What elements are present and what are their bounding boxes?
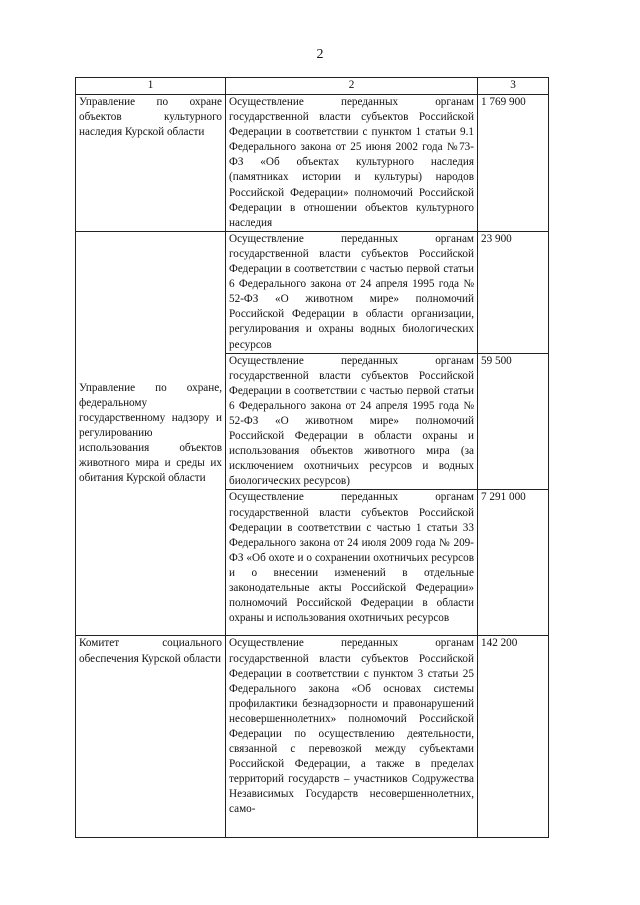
amount-cell: 23 900	[478, 231, 549, 353]
table-row	[76, 231, 549, 353]
amount-cell: 7 291 000	[478, 490, 549, 636]
description-cell: Осуществление переданных органам государственной власти субъектов Российской Федерации в соответствии с пунктом 1 статьи 9.1 Федерального закона от 25 июня 2002 года №73-ФЗ «Об объектах культурного наследия (памятниках истории и культуры) народов Российской Федерации» полномочий Российской Федерации в отношении объектов культурного наследия	[226, 95, 478, 232]
table-row	[76, 95, 549, 232]
column-header-2: 2	[226, 78, 478, 95]
column-header-3: 3	[478, 78, 549, 95]
amount-cell: 59 500	[478, 353, 549, 490]
description-cell: Осуществление переданных органам государственной власти субъектов Российской Федерации в соответствии с пунктом 3 статьи 25 Федерального закона «Об основах системы профилактики безнадзорности и правонарушений несовершеннолетних» полномочий Российской Федерации по осуществлению деятельности, связанной с перевозкой между субъектами Российской Федерации, а также в пределах территорий государств – участников Содружества Независимых Государств несовершеннолетних, само-	[226, 636, 478, 838]
description-cell: Осуществление переданных органам государственной власти субъектов Российской Федерации в соответствии с частью 1 статьи 33 Федерального закона от 24 июля 2009 года № 209-ФЗ «Об охоте и о сохранении охотничьих ресурсов и о внесении изменений в отдельные законодательные акты Российской Федерации» полномочий Российской Федерации в области охраны и использования охотничьих ресурсов	[226, 490, 478, 636]
budget-allocation-table	[75, 77, 549, 838]
agency-cell: Управление по охране объектов культурного наследия Курской области	[76, 95, 226, 232]
page-number: 2	[316, 47, 324, 62]
amount-cell: 142 200	[478, 636, 549, 838]
table-row	[76, 636, 549, 838]
description-cell: Осуществление переданных органам государственной власти субъектов Российской Федерации в соответствии с частью первой статьи 6 Федерального закона от 24 апреля 1995 года № 52-ФЗ «О животном мире» полномочий Российской Федерации в области организации, регулирования и охраны водных биологических ресурсов	[226, 231, 478, 353]
table-header-row	[76, 78, 549, 95]
agency-cell: Управление по охране, федеральному государственному надзору и регулированию использования объектов животного мира и среды их обитания Курской области	[76, 231, 226, 636]
description-cell: Осуществление переданных органам государственной власти субъектов Российской Федерации в соответствии с частью первой статьи 6 Федерального закона от 24 апреля 1995 года № 52-ФЗ «О животном мире» полномочий Российской Федерации в области охраны и использования объектов животного мира (за исключением охотничьих ресурсов и водных биологических ресурсов)	[226, 353, 478, 490]
agency-cell: Комитет социального обеспечения Курской области	[76, 636, 226, 838]
amount-cell: 1 769 900	[478, 95, 549, 232]
column-header-1: 1	[76, 78, 226, 95]
